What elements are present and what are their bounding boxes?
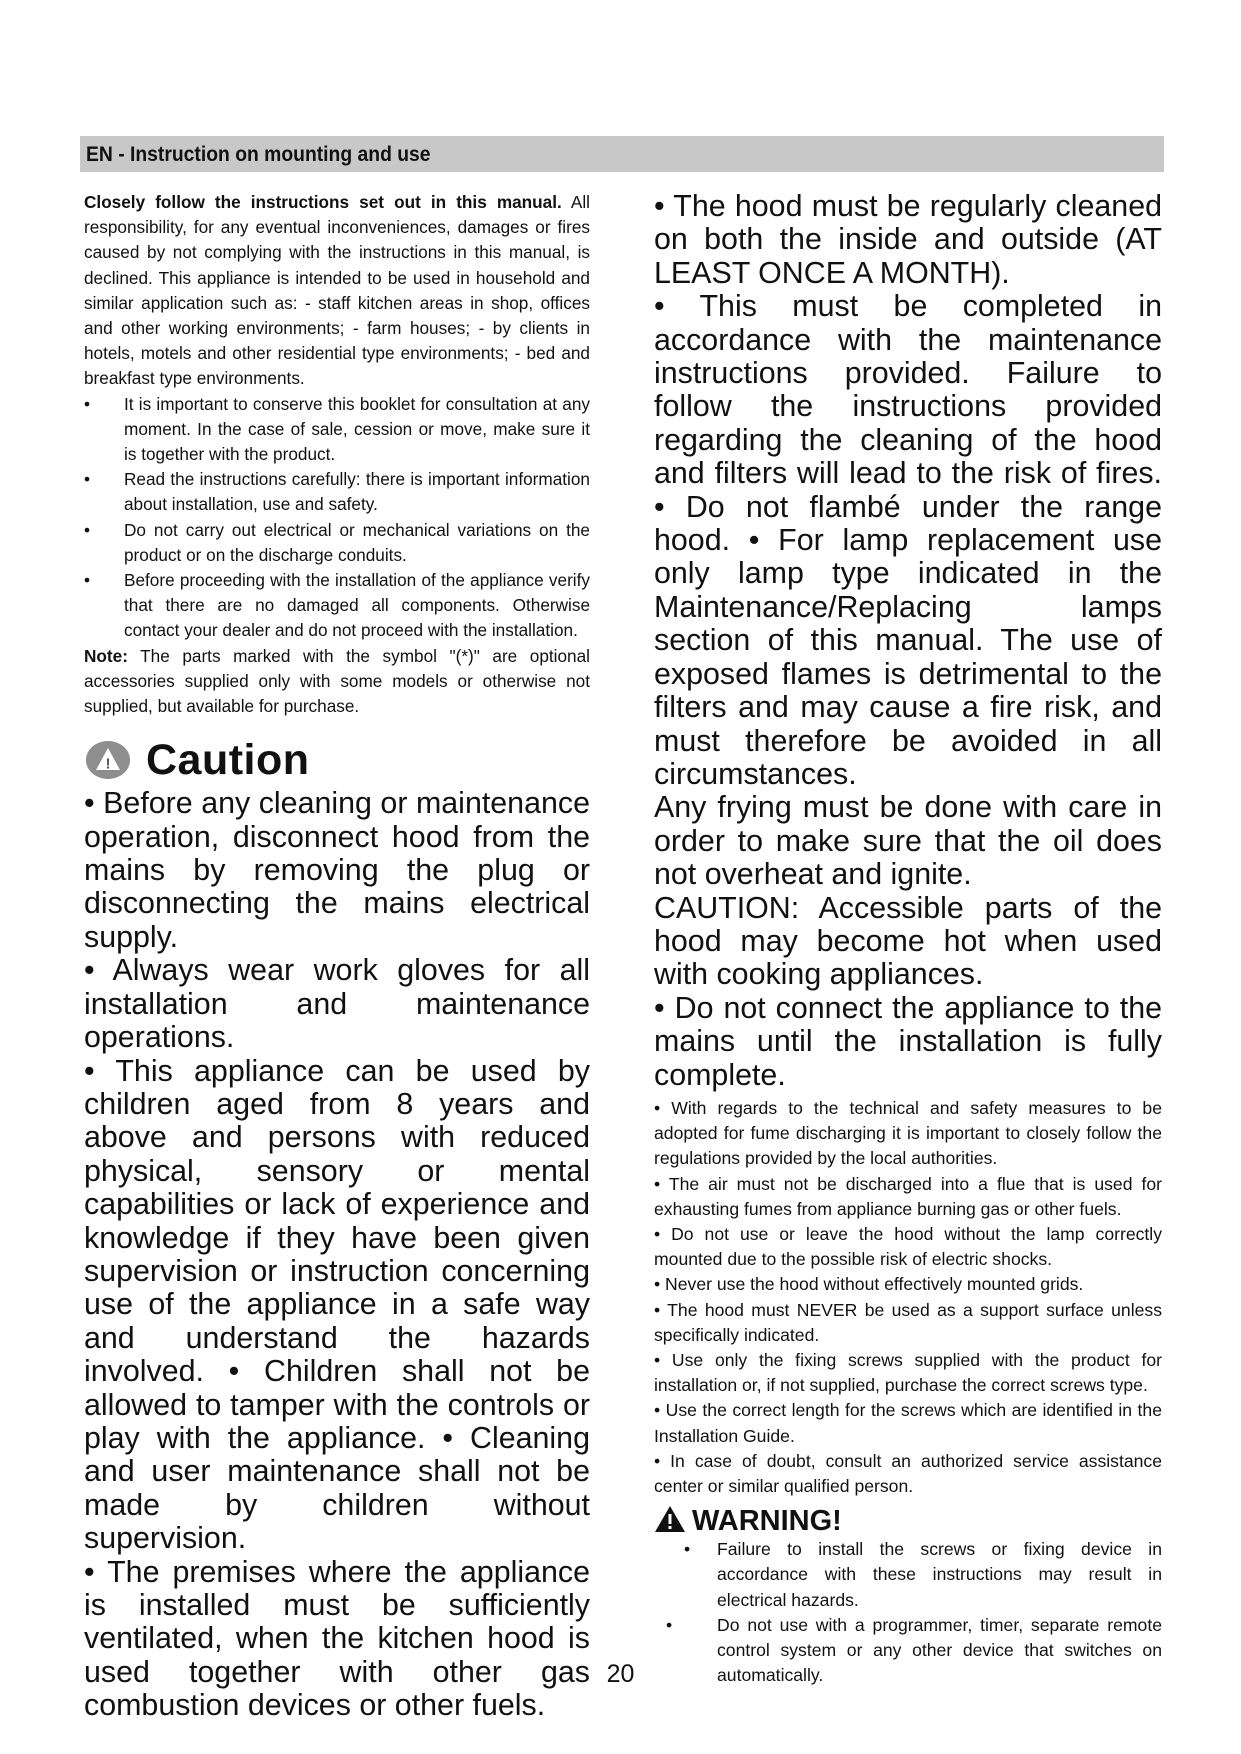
big-paragraph: • The hood must be regularly cleaned on both the inside and outside (AT LEAST ONCE A MONTH). — [654, 189, 1162, 290]
caution-paragraph: • This appliance can be used by children aged from 8 years and above and persons with reduced physical, sensory or mental capabilities or lack of experience and knowledge if they have been given supervision or instruction concerning use of the appliance in a safe way and understand the hazards involved. • Children shall not be allowed to tamper with the controls or play with the appliance. • Cleaning and user maintenance shall not be made by children without supervision. — [84, 1053, 590, 1556]
caution-heading — [84, 733, 590, 787]
list-item: • Failure to install the screws or fixing device in accordance with these instructions may result in electrical hazards. — [684, 1539, 1162, 1610]
caution-paragraph: • The premises where the appliance is installed must be sufficiently ventilated, when the kitchen hood is used together with other gas combustion devices or other fuels. — [84, 1554, 590, 1723]
small-paragraph: • The hood must NEVER be used as a support surface unless specifically indicated. — [654, 1299, 1162, 1345]
warning-circle-icon — [86, 741, 130, 779]
list-item: • Do not carry out electrical or mechanical variations on the product or on the discharge conduits. — [84, 519, 590, 565]
small-paragraph: • Never use the hood without effectively mounted grids. — [654, 1274, 1084, 1295]
caution-paragraph: • Always wear work gloves for all installation and maintenance operations. — [84, 953, 590, 1055]
note-text: The parts marked with the symbol "(*)" are optional accessories supplied only with some models or otherwise not supplied, but available for purchase. — [84, 645, 590, 717]
intro-block — [84, 190, 590, 719]
svg-text:!: ! — [105, 755, 111, 773]
note-paragraph — [84, 644, 590, 720]
warning-heading — [654, 1505, 1162, 1537]
small-paragraph: • Do not use or leave the hood without the lamp correctly mounted due to the possible risk of electric shocks. — [654, 1223, 1162, 1270]
list-item: • Read the instructions carefully: there is important information about installation, use and safety. — [84, 469, 590, 515]
caution-text — [84, 787, 590, 1722]
small-paragraph: • Use the correct length for the screws which are identified in the Installation Guide. — [654, 1400, 1162, 1446]
safety-notes — [654, 1096, 1162, 1499]
intro-bold: Closely follow the instructions set out in this manual. — [84, 192, 562, 212]
list-item: • It is important to conserve this booklet for consultation at any moment. In the case of sale, cession or move, make sure it is together with the product. — [84, 393, 590, 465]
note-label: Note: — [84, 645, 128, 666]
caution-paragraph: • Before any cleaning or maintenance operation, disconnect hood from the mains by removing the plug or disconnecting the mains electrical supply. — [84, 786, 590, 954]
intro-paragraph — [84, 190, 590, 392]
big-paragraph: CAUTION: Accessible parts of the hood may become hot when used with cooking appliances. — [654, 890, 1162, 992]
small-paragraph: • In case of doubt, consult an authorized service assistance center or similar qualified person. — [654, 1450, 1162, 1497]
page-number: 20 — [606, 1660, 635, 1688]
intro-text: All responsibility, for any eventual inconveniences, damages or fires caused by not complying with the instructions in this manual, is declined. This appliance is intended to be used in household and similar application such as: - staff kitchen areas in shop, offices and other working environments; - farm houses; - by clients in hotels, motels and other residential type environments; - bed and breakfast type environments. — [84, 192, 590, 389]
warning-triangle-icon — [654, 1505, 686, 1538]
caution-title: Caution — [146, 735, 310, 784]
list-item: • Do not use with a programmer, timer, separate remote control system or any other device that switches on automatically. — [666, 1614, 1162, 1686]
left-column — [84, 190, 590, 1723]
section-title: EN - Instruction on mounting and use — [86, 143, 431, 166]
big-paragraph: • This must be completed in accordance with the maintenance instructions provided. Failure to follow the instructions provided regarding the cleaning of the hood and filters will lead to the risk of fires. • Do not flambé under the range hood. • For lamp replacement use only lamp type indicated in the Maintenance/Replacing lamps section of this manual. The use of exposed flames is detrimental to the filters and may cause a fire risk, and must therefore be avoided in all circumstances. — [654, 289, 1162, 791]
warning-title: WARNING! — [692, 1504, 842, 1537]
maintenance-text — [654, 190, 1162, 1092]
big-paragraph: Any frying must be done with care in order to make sure that the oil does not overheat and ignite. — [654, 790, 1162, 892]
small-paragraph: • The air must not be discharged into a flue that is used for exhausting fumes from appliance burning gas or other fuels. — [654, 1173, 1162, 1219]
right-column — [654, 190, 1162, 1688]
small-paragraph: • With regards to the technical and safety measures to be adopted for fume discharging it is important to closely follow the regulations provided by the local authorities. — [654, 1097, 1162, 1169]
small-paragraph: • Use only the fixing screws supplied with the product for installation or, if not supplied, purchase the correct screws type. — [654, 1350, 1162, 1396]
list-item: • Before proceeding with the installation of the appliance verify that there are no damaged all components. Otherwise contact your dealer and do not proceed with the installation. — [84, 570, 590, 641]
big-paragraph: • Do not connect the appliance to the mains until the installation is fully complete. — [654, 990, 1162, 1092]
